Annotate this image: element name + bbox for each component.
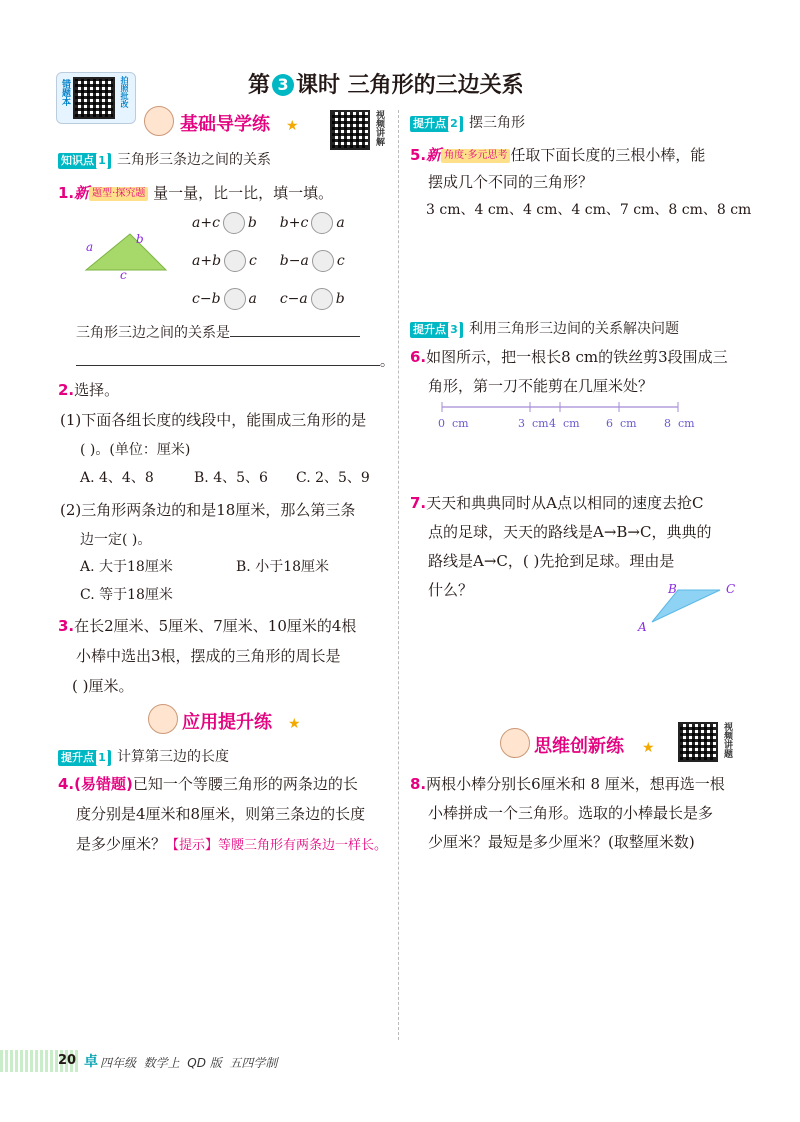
q2-p2-option-c[interactable]: C. 等于18厘米 [80, 587, 173, 603]
compare-blank[interactable] [224, 288, 246, 310]
star-icon: ★ [288, 716, 301, 732]
star-icon: ★ [286, 118, 299, 134]
q5-line2: 摆成几个不同的三角形？ [428, 173, 594, 191]
mistake-book-badge[interactable] [56, 72, 136, 124]
improve-point-1: 提升点 1 计算第三边的长度 [58, 746, 229, 766]
cartoon-baby-icon [148, 704, 178, 734]
compare-row-2: a+b c b−a c [192, 250, 345, 272]
q2-option-c[interactable]: C. 2、5、9 [296, 470, 370, 486]
triangle-figure-abc [80, 226, 176, 284]
kp-badge: 提升点 2 [410, 116, 463, 132]
qr-code-icon[interactable] [73, 77, 115, 119]
tick-label-6: 6 cm [606, 417, 637, 430]
question-1: 1.新 题型·探究题 量一量，比一比，填一填。 [58, 184, 334, 202]
hint-text: 【提示】等腰三角形有两条边一样长。 [166, 838, 388, 853]
photo-correct-label: 拍照批改 [120, 76, 129, 108]
compare-blank[interactable] [311, 288, 333, 310]
q2-part2-line1: (2)三角形两条边的和是18厘米，那么第三条 [60, 501, 356, 519]
video-qr-code-icon[interactable] [678, 722, 718, 762]
question-6: 6.如图所示，把一根长8 cm的铁丝剪3段围成三 [410, 348, 728, 366]
q4-line2: 度分别是4厘米和8厘米，则第三条边的长度 [76, 805, 366, 823]
compare-blank[interactable] [223, 212, 245, 234]
wire-ruler-figure [436, 400, 686, 414]
q2-option-a[interactable]: A. 4、4、8 [80, 470, 154, 486]
answer-blank[interactable] [76, 365, 380, 366]
page-title: 第 3 课时 三角形的三边关系 [248, 73, 524, 98]
question-4: 4.(易错题)已知一个等腰三角形的两条边的长 [58, 775, 358, 793]
tick-label-0: 0 cm [438, 417, 469, 430]
triangle-figure-abc-route [648, 586, 728, 626]
question-7: 7.天天和典典同时从A点以相同的速度去抢C [410, 494, 704, 512]
video-label: 视频讲解 [374, 110, 384, 146]
cartoon-baby-icon [144, 106, 174, 136]
q7-line4: 什么？ [428, 581, 474, 599]
route-triangle [652, 590, 720, 622]
compare-row-1: a+c b b+c a [192, 212, 345, 234]
mistake-book-label: 错题本 [60, 79, 70, 106]
point-b: B [668, 582, 677, 596]
compare-row-3: c−b a c−a b [192, 288, 345, 310]
q2-part1-line1: (1)下面各组长度的线段中，能围成三角形的是 [60, 411, 367, 429]
q8-line3: 少厘米？最短是多少厘米？(取整厘米数) [428, 833, 695, 851]
q6-line2: 角形，第一刀不能剪在几厘米处？ [428, 377, 654, 395]
improve-point-2: 提升点 2 摆三角形 [410, 112, 525, 132]
q2-p2-option-b[interactable]: B. 小于18厘米 [236, 559, 330, 575]
label-c: c [120, 268, 127, 282]
point-a: A [638, 620, 647, 634]
book-info: 四年级 数学上 QD 版 五四学制 [100, 1056, 278, 1070]
section-basic-header [140, 104, 300, 140]
q7-line3: 路线是A→C，( )先抢到足球。理由是 [428, 552, 675, 570]
point-c: C [726, 582, 736, 596]
page-number: 20 [58, 1053, 77, 1068]
question-8: 8.两根小棒分别长6厘米和 8 厘米，想再选一根 [410, 775, 725, 793]
lesson-number-badge: 3 [272, 74, 294, 96]
label-b: b [136, 232, 144, 246]
triangle-shape [86, 234, 166, 270]
knowledge-point-1: 知识点 1 三角形三条边之间的关系 [58, 149, 271, 169]
question-5: 5.新 角度·多元思考 任取下面长度的三根小棒，能 [410, 146, 706, 164]
q7-line2: 点的足球，天天的路线是A→B→C，典典的 [428, 523, 712, 541]
q2-part1-line2: ( )。(单位：厘米) [80, 442, 191, 458]
question-3: 3.在长2厘米、5厘米、7厘米、10厘米的4根 [58, 617, 357, 635]
kp-badge: 知识点 1 [58, 153, 111, 169]
improve-point-3: 提升点 3 利用三角形三边间的关系解决问题 [410, 318, 679, 338]
section-title: 基础导学练 [180, 114, 270, 135]
q8-line2: 小棒拼成一个三角形。选取的小棒最长是多 [428, 804, 714, 822]
column-divider [398, 110, 399, 1040]
section-title: 思维创新练 [534, 736, 624, 757]
brand-logo: 卓 [84, 1054, 98, 1070]
tick-label-3: 3 cm [518, 417, 549, 430]
q2-part2-line2: 边一定( )。 [80, 532, 152, 548]
compare-blank[interactable] [224, 250, 246, 272]
section-innovate-header [496, 726, 666, 762]
q2-p2-option-a[interactable]: A. 大于18厘米 [80, 559, 173, 575]
compare-blank[interactable] [311, 212, 333, 234]
q3-line2: 小棒中选出3根，摆成的三角形的周长是 [76, 647, 341, 665]
q2-option-b[interactable]: B. 4、5、6 [194, 470, 268, 486]
tick-label-4: 4 cm [549, 417, 580, 430]
question-2: 2.选择。 [58, 381, 120, 399]
label-a: a [86, 240, 94, 254]
q5-lengths: 3 cm、4 cm、4 cm、4 cm、7 cm、8 cm、8 cm [426, 202, 752, 218]
section-apply-header [144, 702, 304, 738]
kp-badge: 提升点 1 [58, 750, 111, 766]
relation-blank-line-2: 。 [76, 352, 394, 372]
section-title: 应用提升练 [182, 712, 272, 733]
compare-blank[interactable] [312, 250, 334, 272]
star-icon: ★ [642, 740, 655, 756]
relation-prompt: 三角形三边之间的关系是 [76, 323, 360, 343]
cartoon-baby-icon [500, 728, 530, 758]
q4-line3: 是多少厘米？【提示】等腰三角形有两条边一样长。 [76, 835, 388, 853]
q3-line3: ( )厘米。 [72, 677, 134, 695]
tick-label-8: 8 cm [664, 417, 695, 430]
video-qr-code-icon[interactable] [330, 110, 370, 150]
answer-blank[interactable] [230, 336, 360, 337]
kp-badge: 提升点 3 [410, 322, 463, 338]
video-label: 视频讲题 [722, 722, 732, 758]
